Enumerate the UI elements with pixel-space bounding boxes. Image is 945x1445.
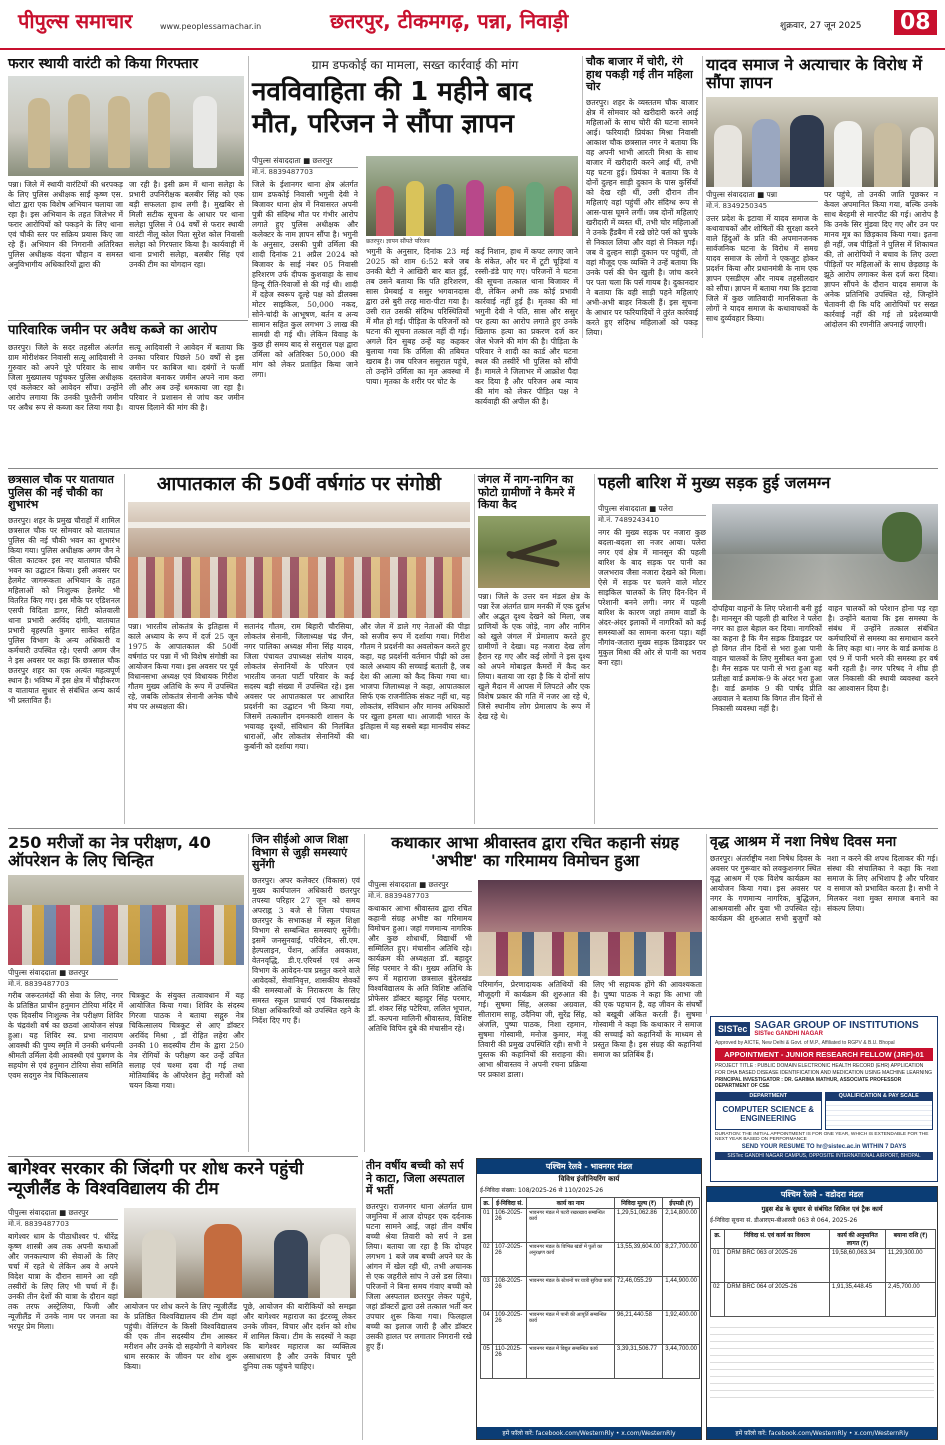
cell: 110-2025-26: [493, 1345, 527, 1379]
cell: 11,29,300.00: [886, 1249, 936, 1283]
ad-name: SAGAR GROUP OF INSTITUTIONS: [754, 1020, 919, 1031]
ad-header: पश्चिम रेलवे - भावनगर मंडल: [477, 1159, 701, 1174]
body-col-1: जिले के ईशानगर थाना क्षेत्र अंतर्गत ग्राम डफकोई निवासी भगुनी देवी ने बिजावर थाना क्षेत्र में निवासरत अपनी पुत्री की संदिग्ध मौत पर गंभीर आरोप लगाते हुए पुलिस अधीक्षक और कलेक्टर के नाम ज्ञापन सौंपा है। भगुनी के अनुसार, उसकी पुत्री उर्मिला की शादी दिनांक 21 अप्रैल 2024 को बिजावर के साई नंबर 05 निवासी हरिशरण उर्फ दीपक कुशवाहा के साथ हिन्दू रीति-रिवाजों से की गई थी। शादी में दहेज स्वरूप दूल्हे पक्ष को डीलक्स मोटर साइकिल, 50,000 नकद, सोने-चांदी के आभूषण, बर्तन व अन्य सामान सहित कुल लगभग 3 लाख की सामग्री दी गई थी। लेकिन विवाह के कुछ ही समय बाद से ससुराल पक्ष द्वारा उर्मिला को अतिरिक्त 50,000 की मांग को लेकर प्रताड़ित किया जाने लगा।: [252, 180, 358, 380]
byline: पीपुल्स संवाददाता ■ पन्ना: [706, 190, 818, 202]
ad-footer[interactable]: हमें फ़ॉलो करें: facebook.com/WesternRly • x.com/WesternRly: [477, 1427, 701, 1439]
article-warrant-arrest: [8, 56, 244, 318]
body-col-3: और जेल में डाले गए नेताओं की पीड़ा को सजीव रूप में दर्शाया गया। गिरीश गौतम ने प्रदर्शनी का अवलोकन करते हुए कहा, यह प्रदर्शनी वर्तमान पीढ़ी को उस काले अध्याय की सच्चाई बताती है, जब देश की आत्मा को कैद किया गया था। भाजपा जिलाध्यक्ष ने कहा, आपातकाल सिर्फ एक राजनीतिक संकट नहीं था, यह लोकतंत्र, संविधान और मानव अधिकारों पर खुला हमला था। आजादी भारत के इतिहास में यह सबसे बड़ा मानवीय संकट था।: [360, 621, 470, 742]
photo-yadav-samaj-protest: [706, 97, 938, 187]
ad-qual-label: QUALIFICATION & PAY SCALE: [825, 1092, 933, 1100]
cell: 2,14,800.00: [663, 1209, 700, 1243]
headline: आपातकाल की 50वीं वर्षगांठ पर संगोष्ठी: [156, 473, 442, 495]
headline: जंगल में नाग-नागिन का फोटो ग्रामीणों ने कैमरे में किया कैद: [478, 473, 575, 512]
article-waterlogged-road: [598, 474, 938, 824]
ad-investigator: PRINCIPAL INVESTIGATOR : DR. GARIMA MATHUR, ASSOCIATE PROFESSOR DEPARTMENT OF CSE: [715, 1077, 902, 1089]
sistec-logo: SISTec: [715, 1022, 750, 1036]
cell: भावनगर मंडल के विभिन्न खंडों में पुलों का अनुरक्षण कार्य: [527, 1243, 615, 1277]
cell: 96,21,440.58: [614, 1311, 662, 1345]
cell: 1,91,35,448.45: [830, 1283, 886, 1317]
body-col-1: उत्तर प्रदेश के इटावा में यादव समाज के कथावाचकों और शोषितों की सुरक्षा करने वाले हिंदुओं के प्रति की अपमानजनक सार्वजनिक घटना के विरोध में समग्र यादव समाज के लोगों ने एकजुट होकर प्रदर्शन किया और प्रधानमंत्री के नाम एक ज्ञापन एसडीएम और नायब तहसीलदार को सौंपा। ज्ञापन में बताया गया कि इटावा जिले में कुछ जातिवादी मानसिकता के लोगों ने यादव समाज के कथावाचकों के साथ दुर्व्यवहार किया।: [706, 214, 819, 324]
cell: 01: [481, 1209, 493, 1243]
photo-flooded-road: [712, 504, 938, 600]
page-number: 08: [894, 10, 937, 35]
article-traffic-chowki: [8, 474, 120, 824]
headline: जिन सीईओ आज शिक्षा विभाग से जुड़ी समस्याएं सुनेंगी: [252, 833, 349, 872]
article-bageshwar-research: [8, 1160, 358, 1440]
ad-dept-label: DEPARTMENT: [715, 1092, 822, 1100]
phone: मो.नं. 8839487703: [8, 1220, 70, 1228]
col-header: निविदा सं. एवं कार्य का विवरण: [725, 1230, 830, 1249]
ad-send[interactable]: SEND YOUR RESUME TO hr@sistec.ac.in WITHIN 7 DAYS: [741, 1144, 907, 1150]
cell: 1,29,51,062.86: [614, 1209, 662, 1243]
col-header: क्र.: [711, 1230, 725, 1249]
ad-railway-bhavnagar[interactable]: [476, 1158, 702, 1440]
photo-book-launch-stage: [478, 880, 702, 976]
headline: 250 मरीजों का नेत्र परीक्षण, 40 ऑपरेशन के लिए चिन्हित: [8, 833, 211, 871]
body-col-3: कई निशान, हाथ में कपट लगाए जाने के संकेत, और घर में टूटी चूड़ियां व रस्सी-डंडे पाए गए। परिजनों ने घटना की सूचना तत्काल थाना बिजावर में दी, लेकिन अभी तक कोई प्रभावी कार्रवाई नहीं हुई है। मृतका की मां भगुनी देवी ने पति, सास और ससुर पर हत्या का आरोप लगाते हुए उनके खिलाफ हत्या का प्रकरण दर्ज कर जेल भेजने की मांग की है। पीड़िता के परिवार ने शादी का कार्ड और घटना स्थल की तस्वीरें भी पुलिस को सौंपी हैं। मामले ने जिलाभर में आक्रोश पैदा कर दिया है और परिजन अब न्याय की मांग को लेकर पीड़ित पक्ष ने कार्यवाही की अपील की है।: [475, 247, 578, 407]
article-snake-bite-child: [366, 1160, 472, 1440]
cell: 3,39,31,506.77: [614, 1345, 662, 1379]
body-col-1: बागेश्वर धाम के पीठाधीश्वर पं. धीरेंद्र कृष्ण शास्त्री अब तक अपनी कथाओं और जनकल्याण की सेवाओं के लिए चर्चा में रहते थे लेकिन अब वे अपने विदेश यात्रा के दौरान सामने आ रही तस्वीरों के लिए लिए भी चर्चा में हैं। उनकी तीन देशों की यात्रा के दौरान वहां तक तरफ अस्ट्रेलिया, फिजी और न्यूजीलैंड में उनके नाम पर जनता का भरपूर प्रेम मिला।: [8, 1232, 118, 1332]
byline: पीपुल्स संवाददाता ■ पलेरा: [598, 504, 706, 516]
ad-project: PROJECT TITLE : PUBLIC DOMAIN ELECTRONIC HEALTH RECORD (EHR) APPLICATION FOR DHA BASED DISEASE IDENTIFICATION AND MEDICATION USING MACHINE LEARNING: [715, 1063, 933, 1076]
body: छतरपुर। शहर के व्यस्ततम चौक बाजार क्षेत्र में सोमवार को खरीदारी करने आई महिलाओं के साथ चोरी की घटना सामने आई। फरियादी प्रियंका मिश्रा निवासी आकाश चौक छत्रसाल नगर ने बताया कि वह अपनी भाभी आरती मिश्रा के साथ बाजार में खरीदारी करने आई थीं, तभी यह घटना हुई। प्रियंका ने बताया कि वे दोनों दुल्हन साड़ी दुकान के पास कुर्सियों को देख रही थीं, उसी दौरान तीन महिलाएं वहां पहुंचीं और संदिग्ध रूप से आस-पास घूमने लगीं। जब दोनों महिलाएं खरीदारी में व्यस्त थीं, तभी चोर महिलाओं ने उनके हैंडबैग में रखे छोटे पर्स को चुपके से निकाल लिया और वहां से निकल गईं। जब वे दुल्हन साड़ी दुकान पर पहुंचीं, तो वहां मौजूद एक व्यक्ति ने उन्हें बताया कि उनके पर्स की चेन खुली है। जांच करने पर पता चला कि पर्स गायब है। दुकानदार ने बताया कि वही साड़ी पहने महिलाएं अभी-अभी बाहर निकली हैं। इस सूचना के आधार पर फरियादियों ने तुरंत कार्रवाई करते हुए संदिग्ध महिलाओं को पकड़ लिया।: [586, 97, 698, 338]
byline: पीपुल्स संवाददाता ■ छतरपुर: [252, 156, 358, 168]
article-emergency-seminar: [128, 474, 470, 824]
ad-footer[interactable]: हमें फ़ॉलो करें: facebook.com/WesternRly • x.com/WesternRly: [707, 1427, 937, 1439]
ad-sub: विविध इंजीनियरिंग कार्य: [558, 1175, 620, 1183]
photo-seminar-audience: [128, 502, 470, 618]
cell: 2,45,700.00: [886, 1283, 936, 1317]
section-title: छतरपुर, टीकमगढ़, पन्ना, निवाड़ी: [330, 9, 569, 33]
body: छतरपुर। अपर कलेक्टर (विकास) एवं मुख्य कार्यपालन अधिकारी छतरपुर तपस्या परिहार 27 जून को समय अपराह्न 3 बजे से जिला पंचायत छतरपुर के सभाकक्ष में स्कूल शिक्षा विभाग से सम्बन्धित समस्याएं सुनेंगी। इसमें जनसुनवाई, परिवेदन, सी.एम. हेल्पलाइन, पेंशन, अर्जित अवकाश, वेतनवृद्धि, डी.ए.एरियर्स एवं अन्य विभाग के आवेदन-पत्र प्रस्तुत करने वाले आवेदकों, सेवानिवृत्त, शासकीय सेवकों की समस्याओं के निराकरण के लिए समस्त स्कूल प्राचार्य एवं विकासखंड शिक्षा अधिकारियों को उपस्थित रहने के निर्देश दिए गए हैं।: [252, 875, 360, 1026]
headline: नवविवाहिता की 1 महीने बाद मौत, परिजन ने सौंपा ज्ञापन: [252, 77, 533, 139]
ad-railway-vadodara[interactable]: [706, 1186, 938, 1440]
photo-research-team: [124, 1208, 356, 1298]
table-row: [481, 1345, 700, 1379]
article-snake-photo: [478, 474, 590, 824]
col-header: कार्य का नाम: [527, 1198, 615, 1209]
ad-notice: ई-निविदा संख्या: 108/2025-26 से 110/2025-26: [480, 1187, 604, 1194]
headline: कथाकार आभा श्रीवास्तव द्वारा रचित कहानी संग्रह 'अभीष्ट' का गरिमामय विमोचन हुआ: [391, 833, 679, 871]
body-col-1: कथाकार आभा श्रीवास्तव द्वारा रचित कहानी संग्रह अभीष्ट का गरिमामय विमोचन हुआ। जहां गणमान्य नागरिक और कुछ शोधार्थी, विद्यार्थी भी सम्मिलित हुए। मंचासीन अतिथि रहे। कार्यक्रम की अध्यक्षता डॉ. बहादुर सिंह परमार ने की। मुख्य अतिथि के रूप में महाराजा छत्रसाल बुंदेलखंड विश्वविद्यालय के अति विशिष्ट अतिथि प्रोफेसर डॉक्टर बहादुर सिंह परमार, डॉ. शंकर सिंह पटेरिया, ललित भूपाल, डॉ. कल्पना मालिनी श्रीवास्तव, विशिष्ट अतिथि विपिन दुबे की मंचासीन रहे।: [368, 904, 472, 1034]
body-col-2: आयोजन पर शोध करने के लिए न्यूजीलैंड के प्रतिष्ठित विश्वविद्यालय की टीम वहां पहुंची। वेलिंग्टन के किसी विश्वविद्यालय की एक तीन सदस्यीय टीम आस्कर मरीशन और उनके दो सहयोगी ने बागेश्वर धाम सरकार के जीवन पर शोध शुरू किया।: [124, 1302, 237, 1372]
body-col-3: वाहन चालकों को परेशान होना पड़ रहा है। उन्होंने बताया कि इस समस्या के संबंध में उन्होंने तत्काल संबंधित कर्मचारियों से समस्या का समाधान करने के लिए कहा था। नगर के वार्ड क्रमांक 8 एवं 9 में पानी भरने की समस्या हर वर्ष बनी रहती है। नगर परिषद ने शीघ्र ही जल निकासी की स्थायी व्यवस्था करने का आश्वासन दिया है।: [828, 604, 938, 694]
cell: 1,44,900.00: [663, 1277, 700, 1311]
cell: 13,55,39,604.00: [614, 1243, 662, 1277]
headline: चौक बाजार में चोरी, रंगे हाथ पकड़ी गई तीन महिला चोर: [586, 55, 693, 94]
body-col-3: लिए भी सहायक होंगे की आवश्यकता है। पुष्पा पाठक ने कहा कि आभा जी की एक पहचान है, वह जीवन के संघर्षों को बखूबी अंकित करती हैं। सुषमा गोस्वामी ने कहा कि कथाकार ने समाज की सच्चाई को कहानियों के माध्यम से प्रस्तुत किया है। इस संग्रह की कहानियां समाज का प्रतिबिंब हैं।: [593, 980, 702, 1060]
body-col-1: पन्ना। भारतीय लोकतंत्र के इतिहास में काले अध्याय के रूप में दर्ज 25 जून 1975 के आपातकाल की 50वीं वर्षगांठ पर पन्ना में भी विशेष संगोष्ठी का आयोजन किया गया। इस अवसर पर पूर्व विधानसभा अध्यक्ष एवं विधायक गिरीश गौतम मुख्य अतिथि के रूप में उपस्थित रहे, जबकि लोकतंत्र सेनानी अनेक चौथे मंच पर अध्यक्षता की।: [128, 621, 238, 711]
cell: 02: [481, 1243, 493, 1277]
phone: मो.नं. 8349250345: [706, 202, 768, 210]
phone: मो.नं. 7489243410: [598, 516, 660, 524]
cell: 3,44,700.00: [663, 1345, 700, 1379]
table-row: [481, 1277, 700, 1311]
body: छतरपुर। जिले के सदर तहसील अंतर्गत ग्राम मोरीशंकर निवासी सत्यू आदिवासी ने गुरुवार को अपने पूरे परिवार के साथ जिला मुख्यालय पहुंचकर पुलिस अधीक्षक एवं कलेक्टर को आवेदन सौंपा। उन्होंने आरोप लगाया कि उनकी पुश्तैनी जमीन पर अवैध रूप से कब्जा कर लिया गया है। सत्यू आदिवासी ने आवेदन में बताया कि उनका परिवार पिछले 50 वर्षों से इस जमीन पर काबिज था। दबंगों ने फर्जी दस्तावेज बनाकर जमीन अपने नाम करा ली और अब उन्हें धमकाया जा रहा है। परिवार ने प्रशासन से जांच कर जमीन वापस दिलाने की मांग की है।: [8, 342, 244, 413]
article-yadav-samaj: [706, 56, 938, 338]
body: छतरपुर। शहर के प्रमुख चौराहों में शामिल छत्रसाल चौक पर सोमवार को यातायात पुलिस की नई चौकी भवन का शुभारंभ किया गया। पुलिस अधीक्षक अगम जैन ने फीता काटकर इस नए यातायात चौकी भवन का उद्घाटन किया। इसी अवसर पर हेलमेट जागरूकता अभियान के तहत महिलाओं को निःशुल्क हेलमेट भी वितरित किए गए। इस मौके पर एडिशनल एसपी विदिता डागर, सिटी कोतवाली थाना प्रभारी अरविंद दांगी, यातायात प्रभारी बृहस्पति कुमार साकेत सहित पुलिस विभाग के अन्य अधिकारी व कर्मचारी उपस्थित रहे। एसपी अगम जैन ने इस अवसर पर कहा कि छत्रसाल चौक छतरपुर शहर का एक अत्यंत महत्वपूर्ण स्थान है। भविष्य में इस क्षेत्र में चौड़ीकरण व यातायात सुधार से संबंधित अन्य कार्य भी प्रस्तावित हैं।: [8, 515, 120, 706]
cell: 107-2025-26: [493, 1243, 527, 1277]
cell: भावनगर मंडल के स्टेशनों पर यात्री सुविधा कार्य: [527, 1277, 615, 1311]
table-row: [481, 1209, 700, 1243]
byline: पीपुल्स संवाददाता ■ छतरपुर: [8, 968, 118, 980]
col-header: ई-निविदा सं.: [493, 1198, 527, 1209]
col-header: ईएमडी (₹): [663, 1198, 700, 1209]
headline: यादव समाज ने अत्याचार के विरोध में सौंपा ज्ञापन: [706, 55, 923, 93]
body-col-1: पन्ना। जिले में स्थायी वारंटियों की धरपकड़ के लिए पुलिस अधीक्षक साईं कृष्ण एस. थोटा द्वारा एक विशेष अभियान चलाया जा रहा है। इस अभियान के तहत जिलेभर में फरार आरोपियों को पकड़ने के लिए थाना एवं चौकी स्तर पर सक्रिय प्रयास किए जा रहे हैं। अभियान की निगरानी अतिरिक्त पुलिस अधीक्षक वंदना चौहान व समस्त अनुविभागीय अधिकारियों द्वारा की: [8, 180, 123, 270]
article-ceo-hearing: [252, 834, 360, 1152]
cell: 05: [481, 1345, 493, 1379]
kicker: ग्राम डफकोई का मामला, सख्त कार्रवाई की मांग: [311, 58, 519, 72]
body-col-2: सतानंद गौतम, राम बिहारी चौरसिया, लोकतंत्र सेनानी, जिलाध्यक्ष चंद्र जैन, नगर पालिका अध्यक्ष मीना सिंह यादव, जिला पंचायत उपाध्यक्ष संतोष यादव, लोकतंत्र सेनानियों के परिजन एवं भारतीय जनता पार्टी परिवार के कई सदस्य बड़ी संख्या में उपस्थित रहे। इस अवसर पर आपातकाल पर आधारित प्रदर्शनी का उद्घाटन भी किया गया, जिसमें तत्कालीन दमनकारी शासन के भयावह दृश्यों, संविधान की निलंबित धाराओं, और लोकतंत्र सेनानियों की कुर्बानी को दर्शाया गया।: [244, 621, 354, 752]
col-header: क्र.: [481, 1198, 493, 1209]
headline: फरार स्थायी वारंटी को किया गिरफ्तार: [8, 56, 199, 72]
phone: मो.नं. 8839487703: [368, 892, 430, 900]
tender-table: [480, 1197, 700, 1379]
col-header: निविदा मूल्य (₹): [614, 1198, 662, 1209]
body-col-2: भगुनी के अनुसार, दिनांक 23 मई 2025 को शाम 6:52 बजे जब उनकी बेटी ने आखिरी बार बात हुई, तब उसने बताया कि पति हरिशरण, सास प्रेमबाई व ससुर भगवानदास द्वारा उसे बुरी तरह मारा-पीटा गया है। उसी रात उसकी संदिग्ध परिस्थितियों में मौत हो गई। पीड़िता के परिजनों को घटना की सूचना तत्काल नहीं दी गई। अगले दिन सुबह उन्हें यह कहकर बुलाया गया कि उर्मिला की तबियत खराब है। जब परिजन ससुराल पहुंचे, तो उन्होंने उर्मिला का मृत अवस्था में पाया। मृतका के शरीर पर चोट के: [366, 247, 469, 387]
phone: मो.नं. 8839487703: [8, 979, 70, 988]
cell: 1,92,400.00: [663, 1311, 700, 1345]
article-anti-drug-day: [710, 834, 938, 1012]
byline: पीपुल्स संवाददाता ■ छतरपुर: [368, 880, 472, 892]
cell: 04: [481, 1311, 493, 1345]
ad-notice: ई-निविदा सूचना सं. डीआरएम-बीआरसी 063 से 064, 2025-26: [710, 1217, 858, 1224]
col-header: बयाना राशि (₹): [886, 1230, 936, 1249]
ad-sagar-group[interactable]: [710, 1016, 938, 1182]
cell: 109-2025-26: [493, 1311, 527, 1345]
cell: 106-2025-26: [493, 1209, 527, 1243]
photo-police-with-accused: [8, 76, 244, 176]
table-row: [481, 1311, 700, 1345]
body: छतरपुर। राजनगर थाना अंतर्गत ग्राम जमुनिया में आज दोपहर एक दर्दनाक घटना सामने आई, जहां तीन वर्षीय बच्ची श्रेया तिवारी को सर्प ने डस लिया। बताया जा रहा है कि दोपहर लगभग 1 बजे जब बच्ची अपने घर के आंगन में खेल रही थी, तभी अचानक से एक जहरीले सांप ने उसे डस लिया। परिजनों ने बिना समय गंवाए बच्ची को जिला अस्पताल छतरपुर लेकर पहुंचे, जहां डॉक्टरों द्वारा उसे तत्काल भर्ती कर उपचार शुरू किया गया। फिलहाल बच्ची का इलाज जारी है और डॉक्टर उसकी हालत पर लगातार निगरानी रखे हुए हैं।: [366, 1201, 472, 1352]
body-col-1: नगर की मुख्य सड़क पर नजारा कुछ बदला-बदला सा नजर आया। पलेरा नगर एवं क्षेत्र में मानसून की पहली बारिश के बाद सड़क पर पानी का जलभराव जैसा नजारा देखने को मिला। ऐसे में सड़क पर चलने वाले मोटर साइकिल चालकों के लिए दिन-दिन में परेशानी बनने लगी। नगर में पहली बारिश के कारण जहां तमाम वार्डों के अंदर-अंदर इलाकों में नागरिकों को कई समस्याओं का सामना करना पड़ा। यहीं नौगांव-जतारा मुख्य सड़क डिवाइडर पर मुकुल मिश्रा की ओर से पानी का भराव बना रहा।: [598, 528, 706, 668]
ad-sub: गुड्स शेड के सुधार से संबंधित सिविल एवं ट्रैक कार्य: [761, 1205, 883, 1213]
ad-sub: SISTec GANDHI NAGAR: [754, 1031, 823, 1037]
masthead-website[interactable]: www.peoplessamachar.in: [160, 22, 262, 31]
cell: 19,58,60,063.34: [830, 1249, 886, 1283]
cell: 8,27,700.00: [663, 1243, 700, 1277]
body-col-1: गरीब जरूरतमंदों की सेवा के लिए, नगर के प्रतिष्ठित प्राचीन हनुमान टोरिया मंदिर में एक दिवसीय निःशुल्क नेत्र परीक्षण शिविर के चंद्रवंशी वर्ष का छठवां आयोजन संपन्न हुआ। यह शिविर स्व. प्रभा नारायण आवस्थी की पुण्य स्मृति में उनकी धर्मपत्नी श्रीमती उर्मिला देवी आवस्थी एवं पुत्रगण के सहयोग से एवं हनुमान टोरिया सेवा समिति एवम सदगुरु नेत्र चिकित्सालय: [8, 990, 123, 1080]
ad-appointment: APPOINTMENT - JUNIOR RESEARCH FELLOW (JRF)-01: [715, 1048, 933, 1061]
issue-date: शुक्रवार, 27 जून 2025: [780, 21, 862, 31]
headline: छत्रसाल चौक पर यातायात पुलिस की नई चौकी का शुभारंभ: [8, 473, 114, 512]
ad-duration: DURATION: THE INITIAL APPOINTMENT IS FOR ONE YEAR, WHICH IS EXTENDABLE FOR THE NEXT YEAR BASED ON PERFORMANCE: [715, 1132, 929, 1142]
article-eye-camp: [8, 834, 244, 1152]
tender-table: [710, 1229, 936, 1317]
ad-approved: Approved by AICTE, New Delhi & Govt. of M.P., Affiliated to RGPV & B.U. Bhopal: [715, 1040, 895, 1046]
table-row: [711, 1283, 936, 1317]
body: छतरपुर। अंतर्राष्ट्रीय नशा निषेध दिवस के अवसर पर गुरूवार को लवकुशनगर स्थित वृद्ध आश्रम में एक विशेष कार्यक्रम का आयोजन किया गया। इस अवसर पर नगर के गणमान्य नागरिक, बुद्धिजन, आश्रमवासी और युवा भी उपस्थित रहे। कार्यक्रम की शुरुआत सभी बुजुर्गों को नशा न करने की शपथ दिलाकर की गई। संस्था की संचालिका ने कहा कि नशा समाज के लिए अभिशाप है और परिवार व समाज को प्रभावित करता है। सभी ने मिलकर नशा मुक्त समाज बनाने का संकल्प लिया।: [710, 854, 938, 924]
photo-family-memorandum: [366, 156, 578, 236]
body-col-2: चित्रकूट के संयुक्त तत्वावधान में यह आयोजित किया गया। शिविर के संदस्य गिरजा पाठक ने बताया सद्गुरु नेत्र चिकित्सालय चित्रकूट से आए डॉक्टर अरविंद मिश्रा , डॉ रोहित लहेरा और उनकी 10 सदस्यीय टीम के द्वारा 250 नेत्र रोगियों के परीक्षण कर उन्हें उचित सलाह एवं चश्मा दवा दी गई तथा मोतियाबिंद के ऑपरेशन हेतु मरीजों को चयन किया गया।: [129, 990, 244, 1090]
article-land-grab: [8, 324, 244, 464]
cell: 72,46,055.29: [614, 1277, 662, 1311]
cell: 03: [481, 1277, 493, 1311]
body-col-3: पूछे, आयोजन की बारीकियों को समझा और बागेश्वर महाराज का इंटरव्यू लेकर उनके जीवन, विचार और दर्शन को शोध में शामिल किया। टीम के सदस्यों ने कहा कि बागेश्वर महाराज का व्यक्तित्व असाधारण है और उनके विचार पूरी दुनिया तक पहुंचने चाहिए।: [243, 1302, 356, 1372]
body-col-2: जा रही है। इसी क्रम में थाना सलेहा के प्रभारी उपनिरीक्षक बलबीर सिंह को एक बड़ी सफलता हाथ लगी है। मुखबिर से मिली सटीक सूचना के आधार पर थाना सलेहा पुलिस ने 04 वर्षों से फरार स्थायी वारंटी नीलू कोल पिता सुरेश कोल निवासी सलेहा को गिरफ्तार किया है। कार्यवाही में थाना प्रभारी सलेहा, बलबीर सिंह एवं उनकी टीम का योगदान रहा।: [129, 180, 244, 270]
headline: वृद्ध आश्रम में नशा निषेध दिवस मना: [710, 834, 897, 850]
body: पन्ना। जिले के उत्तर वन मंडल क्षेत्र के पन्ना रेंज अंतर्गत ग्राम मनकी में एक दुर्लभ और अद्भुत दृश्य देखने को मिला, जब प्राणियों के एक जोड़े, नाग और नागिन को खुले जंगल में प्रेमालाप करते हुए ग्रामीणों ने देखा। यह नजारा देख लोग हैरान रह गए और कई लोगों ने इस दृश्य को अपने मोबाइल कैमरों में कैद कर लिया। बताया जा रहा है कि ये दोनों सांप खुले मैदान में आपस में लिपटते और एक विशेष प्रकार की गति में नजर आ रहे थे, जिसे स्थानीय लोग प्रेमालाप के रूप में देख रहे थे।: [478, 591, 590, 722]
body-col-2: पर पहुंचे, तो उनकी जाति पूछकर न केवल अपमानित किया गया, बल्कि उनके साथ बेरहमी से मारपीट की गई। आरोप है कि उनके सिर मुंडवा दिए गए और उन पर मानव मूत्र का छिड़काव किया गया। इतना ही नहीं, जब पीड़ितों ने पुलिस में शिकायत की, तो आरोपियों ने बचाव के लिए उल्टा पीड़ितों पर महिलाओं के साथ छेड़छाड़ के झूठे आरोप लगाकर केस दर्ज करा दिया। ज्ञापन सौंपने के दौरान यादव समाज के अनेक प्रतिनिधि उपस्थित रहे, जिन्होंने चेतावनी दी कि यदि आरोपियों पर सख्त कार्रवाई नहीं की गई तो प्रदेशव्यापी आंदोलन की रणनीति अपनाई जाएगी।: [824, 190, 938, 330]
ad-header: पश्चिम रेलवे - वडोदरा मंडल: [707, 1187, 937, 1202]
article-chowk-theft: [586, 56, 698, 338]
article-book-launch: [368, 834, 702, 1152]
cell: 01: [711, 1249, 725, 1283]
ad-dept: COMPUTER SCIENCE & ENGINEERING: [715, 1100, 822, 1130]
headline: पहली बारिश में मुख्य सड़क हुई जलमग्न: [598, 473, 831, 492]
headline: पारिवारिक जमीन पर अवैध कब्जे का आरोप: [8, 323, 217, 338]
headline: बागेश्वर सरकार की जिंदगी पर शोध करने पहुंची न्यूजीलैंड के विश्वविद्यालय की टीम: [8, 1159, 304, 1199]
photo-eye-camp-patients: [8, 875, 244, 965]
body-col-2: परिमार्गन, प्रेरणादायक अतिथियों की मौजूदगी में कार्यक्रम की शुरुआत की गई। सुषमा सिंह, अलका अग्रवाल, सीताराम साहू, उदैनिया जी, सुरेंद्र सिंह, अंजलि, पुष्पा पाठक, निशा रहमान, सुषमा गोस्वामी, मनोज कुमार, मंजू तिवारी की प्रमुख उपस्थिति रही। सभी ने पुस्तक की कहानियों की सराहना की। आभा श्रीवास्तव ने अपनी रचना प्रक्रिया पर प्रकाश डाला।: [478, 980, 587, 1080]
ad-address: SISTec GANDHI NAGAR CAMPUS, OPPOSITE INTERNATIONAL AIRPORT, BHOPAL: [715, 1152, 933, 1160]
cell: DRM BRC 064 of 2025-26: [725, 1283, 830, 1317]
byline: पीपुल्स संवाददाता ■ छतरपुर: [8, 1208, 118, 1220]
table-row: [481, 1243, 700, 1277]
article-newlywed-death: [252, 56, 578, 407]
cell: DRM BRC 063 of 2025-26: [725, 1249, 830, 1283]
phone: मो.नं. 8839487703: [252, 168, 314, 176]
col-header: कार्य की अनुमानित लागत (₹): [830, 1230, 886, 1249]
photo-caption: छतरपुर। ज्ञापन सौंपते परिजन: [366, 238, 430, 245]
table-row: [711, 1249, 936, 1283]
masthead: [0, 0, 945, 50]
cell: 02: [711, 1283, 725, 1317]
cell: भावनगर मंडल में पानी की आपूर्ति सम्बन्धित कार्य: [527, 1311, 615, 1345]
masthead-logo: पीपुल्स समाचार: [18, 9, 133, 33]
body-col-2: दोपहिया वाहनों के लिए परेशानी बनी हुई है। मानसून की पहली ही बारिश ने पलेरा नगर का हाल बेहाल कर दिया। नागरिकों का कहना है कि मैन सड़क डिवाइडर पर हो विगत तीन दिनों से भरा हुआ पानी वाहन चालकों के लिए मुसीबत बना हुआ है। मैन सड़क पर पानी से भरा हुआ यह प्रतीक्षा वार्ड क्रमांक-9 के अंदर भरा हुआ है। वार्ड क्रमांक 9 की पार्षद प्रीति अग्रवाल ने बताया कि विगत तीन दिनों से निकासी व्यवस्था नहीं है।: [712, 604, 822, 714]
cell: 108-2025-26: [493, 1277, 527, 1311]
cell: भावनगर मंडल में पटरी रखरखाव सम्बन्धित कार्य: [527, 1209, 615, 1243]
headline: तीन वर्षीय बच्ची को सर्प ने काटा, जिला अस्पताल में भर्ती: [366, 1159, 465, 1198]
cell: भावनगर मंडल में विद्युत सम्बन्धित कार्य: [527, 1345, 615, 1379]
photo-snakes-in-grass: [478, 516, 590, 588]
